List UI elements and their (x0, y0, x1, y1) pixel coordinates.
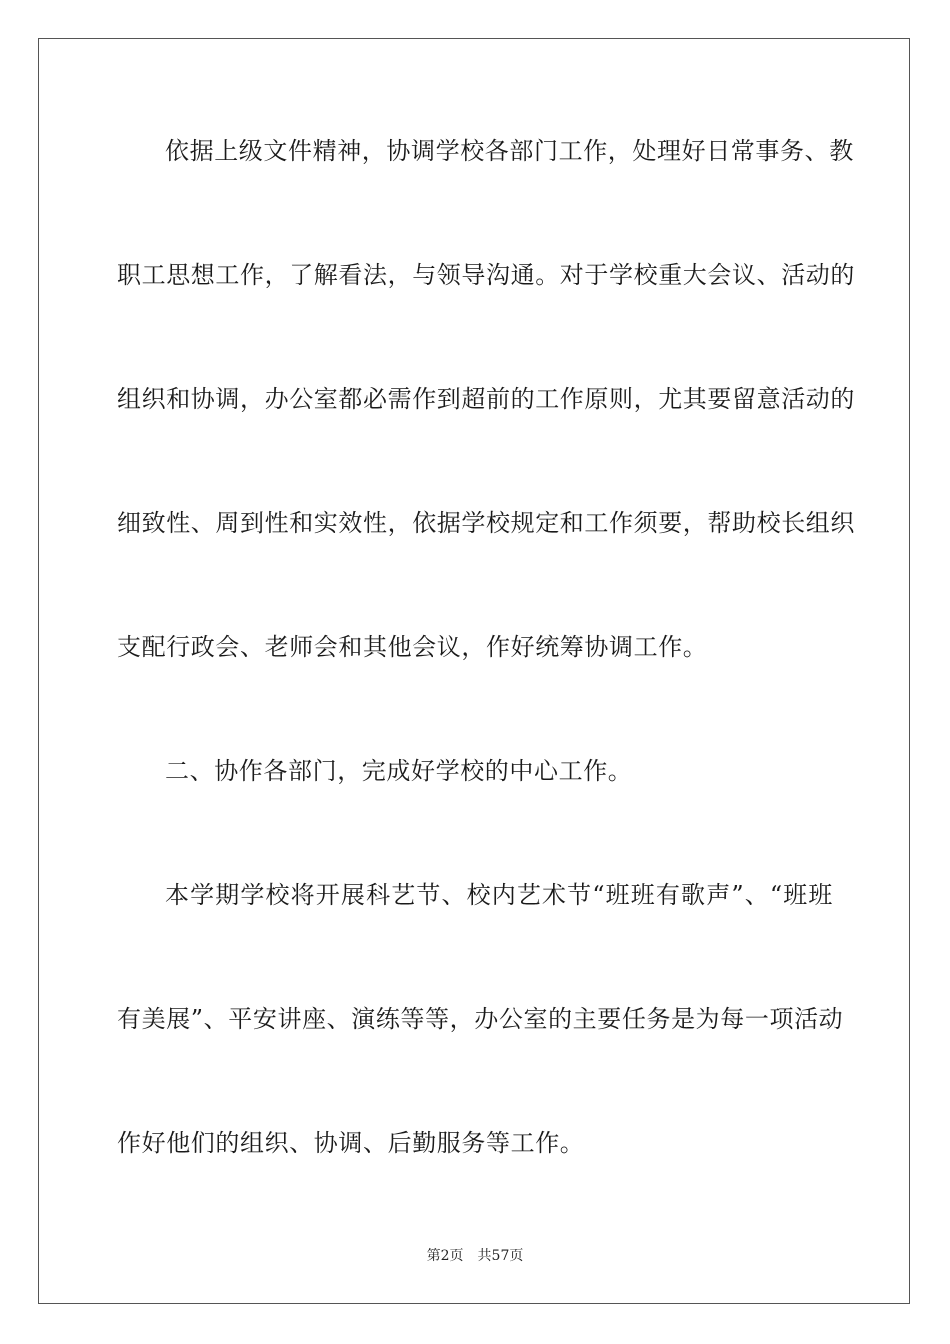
page-border (38, 38, 910, 1304)
paragraph-1-line-4: 细致性、周到性和实效性，依据学校规定和工作须要，帮助校长组织 (117, 509, 855, 537)
paragraph-2-line-2: 有美展”、平安讲座、演练等等，办公室的主要任务是为每一项活动 (117, 1005, 844, 1033)
paragraph-1-line-5: 支配行政会、老师会和其他会议，作好统筹协调工作。 (117, 633, 708, 661)
page-number: 第2页 (426, 1248, 464, 1264)
section-heading: 二、协作各部门，完成好学校的中心工作。 (165, 757, 633, 785)
paragraph-1-line-2: 职工思想工作，了解看法，与领导沟通。对于学校重大会议、活动的 (117, 261, 855, 289)
paragraph-2-line-1: 本学期学校将开展科艺节、校内艺术节“班班有歌声”、“班班 (165, 881, 833, 909)
paragraph-2-line-3: 作好他们的组织、协调、后勤服务等工作。 (117, 1129, 585, 1157)
paragraph-1-line-3: 组织和协调，办公室都必需作到超前的工作原则，尤其要留意活动的 (117, 385, 855, 413)
page-total: 共57页 (477, 1248, 524, 1264)
paragraph-1-line-1: 依据上级文件精神，协调学校各部门工作，处理好日常事务、教 (165, 137, 854, 165)
page-footer (0, 1247, 950, 1265)
